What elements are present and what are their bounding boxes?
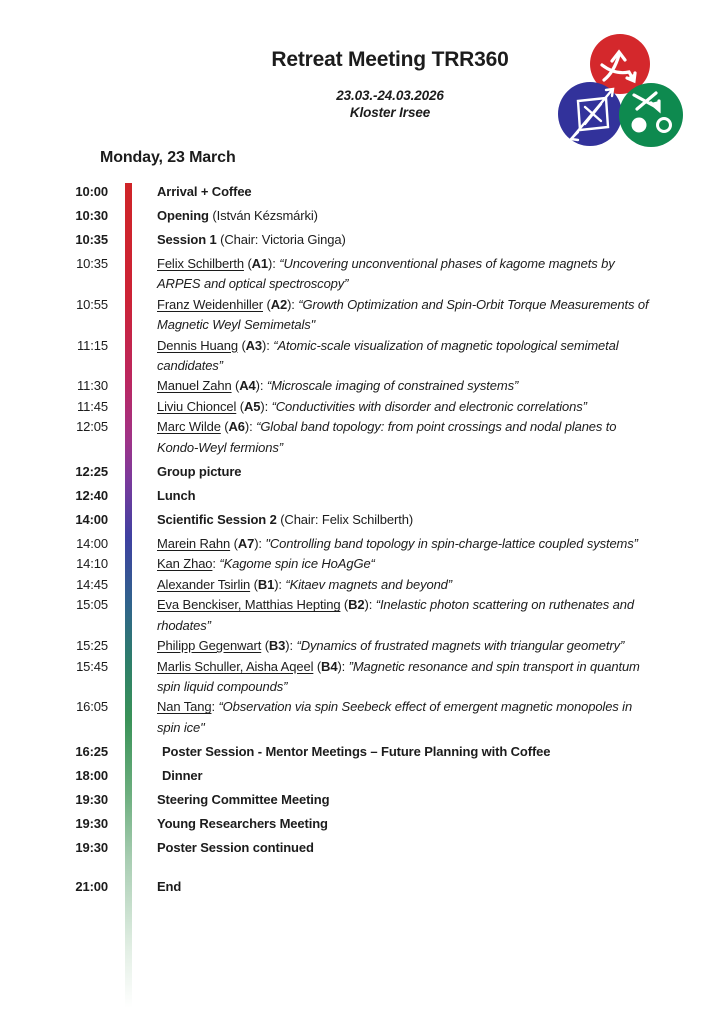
talk-title: “Observation via spin Seebeck effect of emergent magnetic monopoles in spin ice": [157, 699, 633, 735]
schedule-time: 15:05: [76, 597, 108, 613]
schedule-row: [0, 254, 724, 295]
talk-speakers: Marc Wilde: [157, 419, 221, 435]
schedule-row: [0, 206, 724, 226]
logo-circle-green: [619, 83, 683, 147]
talk-speakers: Manuel Zahn: [157, 378, 232, 394]
schedule-entry: Nan Tang: “Observation via spin Seebeck effect of emergent magnetic monopoles in spin ice": [157, 699, 633, 735]
talk-title: “Dynamics of frustrated magnets with triangular geometry”: [296, 638, 625, 654]
schedule-row: [0, 230, 724, 250]
schedule-entry: Franz Weidenhiller (A2): “Growth Optimization and Spin-Orbit Torque Measurements of Magnetic Weyl Semimetals": [157, 296, 649, 333]
schedule-time: 18:00: [75, 768, 108, 784]
schedule-entry: Marlis Schuller, Aisha Aqeel (B4): ”Magnetic resonance and spin transport in quantum spin liquid compounds”: [157, 658, 640, 694]
talk-code: A7: [237, 536, 255, 552]
schedule-time: 12:25: [75, 464, 108, 480]
schedule-row: [0, 295, 724, 336]
schedule-rows: [0, 176, 724, 897]
schedule-entry: [157, 206, 654, 226]
event-title: Young Researchers Meeting: [157, 816, 328, 832]
schedule-time: 10:55: [76, 296, 108, 312]
schedule-row: [0, 838, 724, 858]
talk-code: A3: [245, 337, 263, 353]
talk-code: A5: [243, 398, 261, 414]
schedule-row: [0, 376, 724, 396]
schedule-row: [0, 182, 724, 202]
schedule-entry: Alexander Tsirlin (B1): “Kitaev magnets and beyond”: [157, 576, 452, 592]
schedule-entry: [157, 462, 654, 482]
schedule-entry: Marc Wilde (A6): “Global band topology: from point crossings and nodal planes to Kondo-Weyl fermions”: [157, 419, 617, 455]
schedule-entry: [157, 742, 659, 762]
talk-code: B2: [348, 597, 365, 613]
schedule-row: [0, 534, 724, 554]
talk-speakers: Nan Tang: [157, 699, 212, 715]
talk-speakers: Dennis Huang: [157, 337, 238, 353]
event-title: Arrival + Coffee: [157, 184, 252, 199]
schedule-entry: [157, 230, 654, 250]
schedule-entry: Marein Rahn (A7): "Controlling band topology in spin-charge-lattice coupled systems”: [157, 536, 638, 552]
talk-title: “Microscale imaging of constrained systems”: [266, 378, 519, 394]
schedule-time: 19:30: [75, 840, 108, 856]
schedule-time: 19:30: [75, 816, 108, 832]
schedule-time: 10:30: [75, 208, 108, 223]
talk-speakers: Kan Zhao: [157, 556, 213, 572]
schedule-time: 10:00: [75, 184, 108, 199]
schedule-entry: [157, 790, 654, 810]
talk-title: “Inelastic photon scattering on ruthenates and rhodates”: [157, 597, 634, 633]
schedule-entry: Manuel Zahn (A4): “Microscale imaging of constrained systems”: [157, 378, 519, 394]
schedule-time: 16:05: [76, 699, 108, 715]
schedule-row: [0, 636, 724, 656]
schedule-row: [0, 742, 724, 762]
schedule-entry: [157, 814, 654, 834]
event-title: Poster Session - Mentor Meetings – Future Planning with Coffee: [162, 744, 551, 760]
schedule-entry: Eva Benckiser, Matthias Hepting (B2): “Inelastic photon scattering on ruthenates and rhodates”: [157, 597, 634, 633]
schedule-row: [0, 554, 724, 574]
schedule-time: 21:00: [75, 879, 108, 895]
schedule-time: 14:10: [76, 556, 108, 572]
schedule-entry: [157, 510, 654, 530]
day-heading: Monday, 23 March: [100, 149, 236, 167]
talk-title: "Controlling band topology in spin-charge-lattice coupled systems”: [265, 536, 638, 552]
schedule-time: 15:45: [76, 658, 108, 674]
schedule-row: [0, 575, 724, 595]
schedule-row: [0, 877, 724, 897]
event-title: Group picture: [157, 464, 242, 480]
schedule-row: [0, 790, 724, 810]
schedule-entry: Felix Schilberth (A1): “Uncovering unconventional phases of kagome magnets by ARPES and optical spectroscopy”: [157, 256, 615, 292]
talk-code: A1: [251, 256, 269, 271]
talk-speakers: Eva Benckiser, Matthias Hepting: [157, 597, 341, 613]
schedule-row: [0, 766, 724, 786]
schedule-time: 14:45: [76, 576, 108, 592]
talk-speakers: Philipp Gegenwart: [157, 638, 262, 654]
page-title: Retreat Meeting TRR360: [271, 48, 509, 71]
event-detail: (Chair: Felix Schilberth): [276, 512, 414, 528]
talk-title: “Kagome spin ice HoAgGe“: [219, 556, 375, 572]
schedule-entry: [157, 877, 654, 897]
event-title: Poster Session continued: [157, 840, 314, 856]
event-title: End: [157, 879, 182, 895]
schedule-row: [0, 595, 724, 636]
schedule-row: [0, 697, 724, 738]
schedule-row: [0, 486, 724, 506]
schedule-entry: Liviu Chioncel (A5): “Conductivities with disorder and electronic correlations”: [157, 398, 587, 414]
schedule-row: [0, 814, 724, 834]
event-title: Opening: [157, 208, 209, 223]
schedule-entry: Kan Zhao: “Kagome spin ice HoAgGe“: [157, 556, 375, 572]
schedule-time: 10:35: [76, 256, 108, 271]
event-location: Kloster Irsee: [349, 105, 431, 120]
event-title: Lunch: [157, 488, 196, 504]
schedule-time: 14:00: [75, 512, 108, 528]
event-title: Session 1: [157, 232, 217, 247]
schedule-time: 11:45: [77, 398, 108, 414]
talk-title: “Kitaev magnets and beyond”: [285, 576, 452, 592]
talk-speakers: Alexander Tsirlin: [157, 576, 251, 592]
schedule-entry: [157, 838, 654, 858]
talk-speakers: Liviu Chioncel: [157, 398, 237, 414]
talk-title: “Global band topology: from point crossings and nodal planes to Kondo-Weyl fermions”: [157, 419, 617, 455]
schedule-time: 12:40: [75, 488, 108, 504]
schedule-entry: Philipp Gegenwart (B3): “Dynamics of frustrated magnets with triangular geometry”: [157, 638, 625, 654]
event-dates: 23.03.-24.03.2026: [336, 88, 444, 103]
schedule-row: [0, 417, 724, 458]
talk-code: A4: [239, 378, 256, 394]
schedule-row: [0, 462, 724, 482]
talk-title: “Growth Optimization and Spin-Orbit Torque Measurements of Magnetic Weyl Semimetals": [157, 296, 649, 333]
schedule: [0, 176, 724, 901]
talk-code: B4: [321, 658, 338, 674]
talk-code: A2: [270, 296, 288, 312]
schedule-row: [0, 336, 724, 377]
talk-title: “Uncovering unconventional phases of kagome magnets by ARPES and optical spectroscopy”: [157, 256, 615, 292]
talk-title: ”Magnetic resonance and spin transport in quantum spin liquid compounds”: [157, 658, 640, 694]
schedule-row: [0, 510, 724, 530]
talk-code: B1: [257, 576, 275, 592]
schedule-row: [0, 397, 724, 417]
talk-speakers: Felix Schilberth: [157, 256, 244, 271]
talk-speakers: Marlis Schuller, Aisha Aqeel: [157, 658, 314, 674]
schedule-time: 15:25: [76, 638, 108, 654]
schedule-entry: [157, 486, 654, 506]
schedule-entry: [157, 182, 654, 202]
schedule-time: 10:35: [75, 232, 108, 247]
trr360-logo: [552, 33, 700, 155]
schedule-time: 11:15: [77, 337, 108, 353]
talk-code: B3: [268, 638, 286, 654]
talk-title: “Conductivities with disorder and electronic correlations”: [271, 398, 587, 414]
schedule-time: 12:05: [76, 419, 108, 435]
event-detail: (István Kézsmárki): [208, 208, 318, 223]
talk-speakers: Franz Weidenhiller: [157, 296, 263, 312]
schedule-time: 11:30: [77, 378, 108, 394]
talk-speakers: Marein Rahn: [157, 536, 231, 552]
schedule-row: [0, 657, 724, 698]
event-detail: (Chair: Victoria Ginga): [216, 232, 346, 247]
schedule-entry: Dennis Huang (A3): “Atomic-scale visualization of magnetic topological semimetal candidates”: [157, 337, 619, 374]
schedule-entry: [157, 766, 659, 786]
talk-code: A6: [228, 419, 245, 435]
event-title: Scientific Session 2: [157, 512, 277, 528]
schedule-time: 14:00: [76, 536, 108, 552]
event-title: Dinner: [162, 768, 203, 784]
schedule-time: 16:25: [75, 744, 108, 760]
talk-title: “Atomic-scale visualization of magnetic topological semimetal candidates”: [157, 337, 619, 374]
schedule-time: 19:30: [75, 792, 108, 808]
event-title: Steering Committee Meeting: [157, 792, 330, 808]
